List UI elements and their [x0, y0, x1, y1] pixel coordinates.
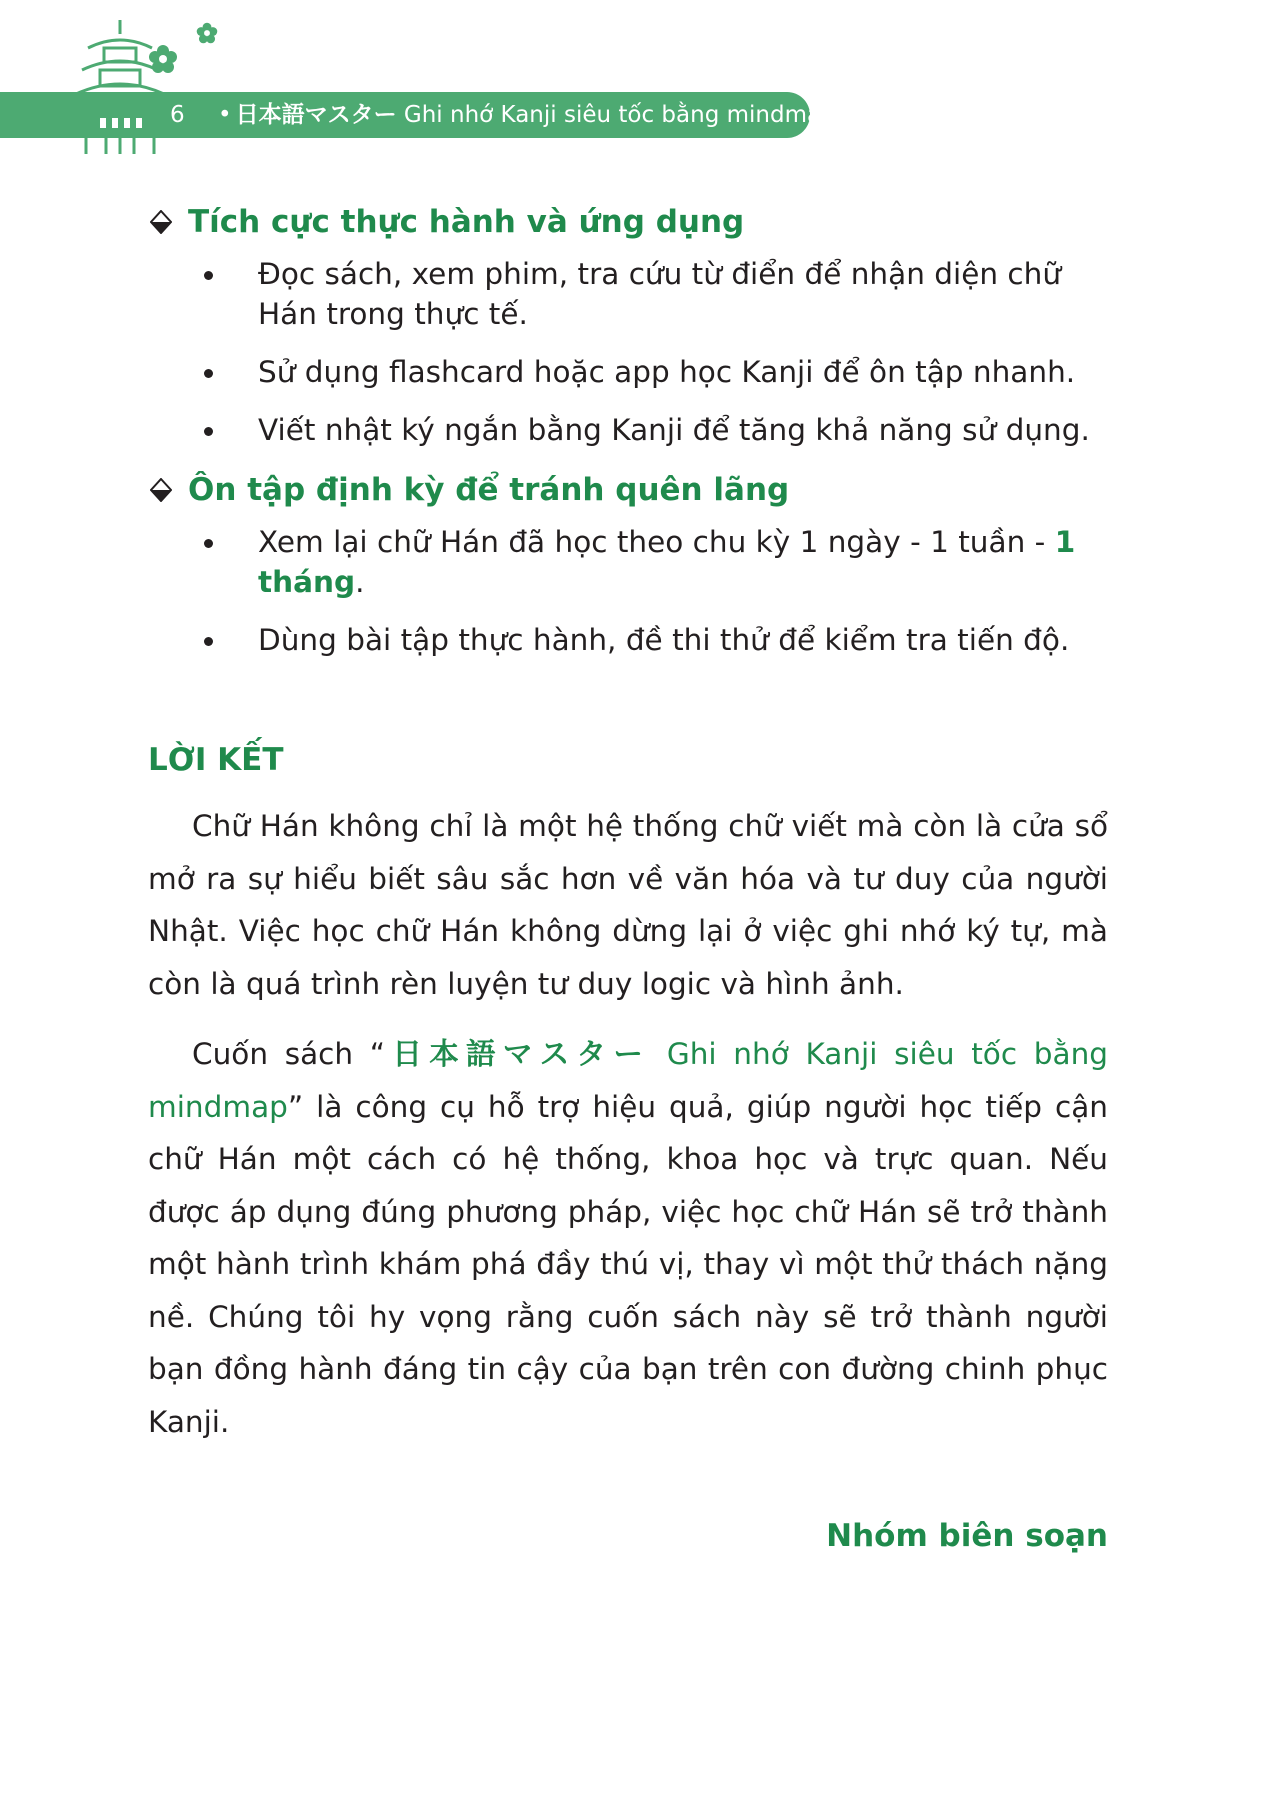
- running-title-jp: 日本語マスター: [235, 102, 397, 128]
- bullet-dot: [204, 539, 213, 548]
- paragraph-rest: ” là công cụ hỗ trợ hiệu quả, giúp người học tiếp cận chữ Hán một cách có hệ thống, khoa học và trực quan. Nếu được áp dụng đúng phương pháp, việc học chữ Hán sẽ trở thành một hành trình khám phá đầy thú vị, thay vì một thử thách nặng nề. Chúng tôi hy vọng rằng cuốn sách này sẽ trở thành người bạn đồng hành đáng tin cậy của bạn trên con đường chinh phục Kanji.: [148, 1089, 1108, 1439]
- closing-heading: LỜI KẾT: [148, 742, 284, 778]
- bullet-dot: [204, 427, 213, 436]
- bullet-dot: [204, 271, 213, 280]
- signature: Nhóm biên soạn: [826, 1518, 1108, 1554]
- section-heading-text: Tích cực thực hành và ứng dụng: [188, 204, 745, 240]
- diamond-bullet-icon: [150, 210, 172, 234]
- bullet-list: [148, 522, 1108, 660]
- diamond-bullet-icon: [150, 478, 172, 502]
- page-content: [148, 200, 1108, 1554]
- list-item-text: Đọc sách, xem phim, tra cứu từ điển để nhận diện chữ Hán trong thực tế.: [258, 257, 1062, 331]
- list-item: [148, 620, 1108, 660]
- list-item-text: Xem lại chữ Hán đã học theo chu kỳ 1 ngày - 1 tuần -: [258, 525, 1055, 559]
- list-item-emphasis: 1 tháng: [258, 525, 1076, 599]
- section-heading: [148, 468, 1108, 512]
- running-title: [218, 92, 836, 138]
- flower-icon: [148, 44, 178, 74]
- list-item: [148, 352, 1108, 392]
- bullet-dot: [204, 637, 213, 646]
- running-title-vi: Ghi nhớ Kanji siêu tốc bằng mindmap: [403, 102, 836, 128]
- list-item-text: Dùng bài tập thực hành, đề thi thử để kiểm tra tiến độ.: [258, 623, 1070, 657]
- list-item-end: .: [355, 565, 365, 599]
- list-item-text: Sử dụng flashcard hoặc app học Kanji để ôn tập nhanh.: [258, 355, 1076, 389]
- bullet-dot: [204, 369, 213, 378]
- list-item: [148, 410, 1108, 450]
- page-number: 6: [170, 102, 185, 128]
- book-title-jp: 日本語マスター: [385, 1037, 651, 1071]
- paragraph-start: Cuốn sách “: [192, 1037, 386, 1071]
- pagoda-icon: [70, 18, 170, 156]
- section-heading-text: Ôn tập định kỳ để tránh quên lãng: [188, 472, 790, 508]
- list-item: [148, 522, 1108, 602]
- list-item-text: Viết nhật ký ngắn bằng Kanji để tăng khả năng sử dụng.: [258, 413, 1090, 447]
- closing-paragraph: Chữ Hán không chỉ là một hệ thống chữ viết mà còn là cửa sổ mở ra sự hiểu biết sâu sắc hơn về văn hóa và tư duy của người Nhật. Việc học chữ Hán không dừng lại ở việc ghi nhớ ký tự, mà còn là quá trình rèn luyện tư duy logic và hình ảnh.: [148, 809, 1108, 1001]
- section-heading: [148, 200, 1108, 244]
- closing-paragraph: [148, 1028, 1108, 1448]
- bullet-list: [148, 254, 1108, 450]
- book-title-vi: Ghi nhớ Kanji siêu tốc bằng mindmap: [148, 1037, 1108, 1124]
- bullet-dot: •: [218, 102, 232, 128]
- list-item: [148, 254, 1108, 334]
- flower-icon: [196, 22, 218, 44]
